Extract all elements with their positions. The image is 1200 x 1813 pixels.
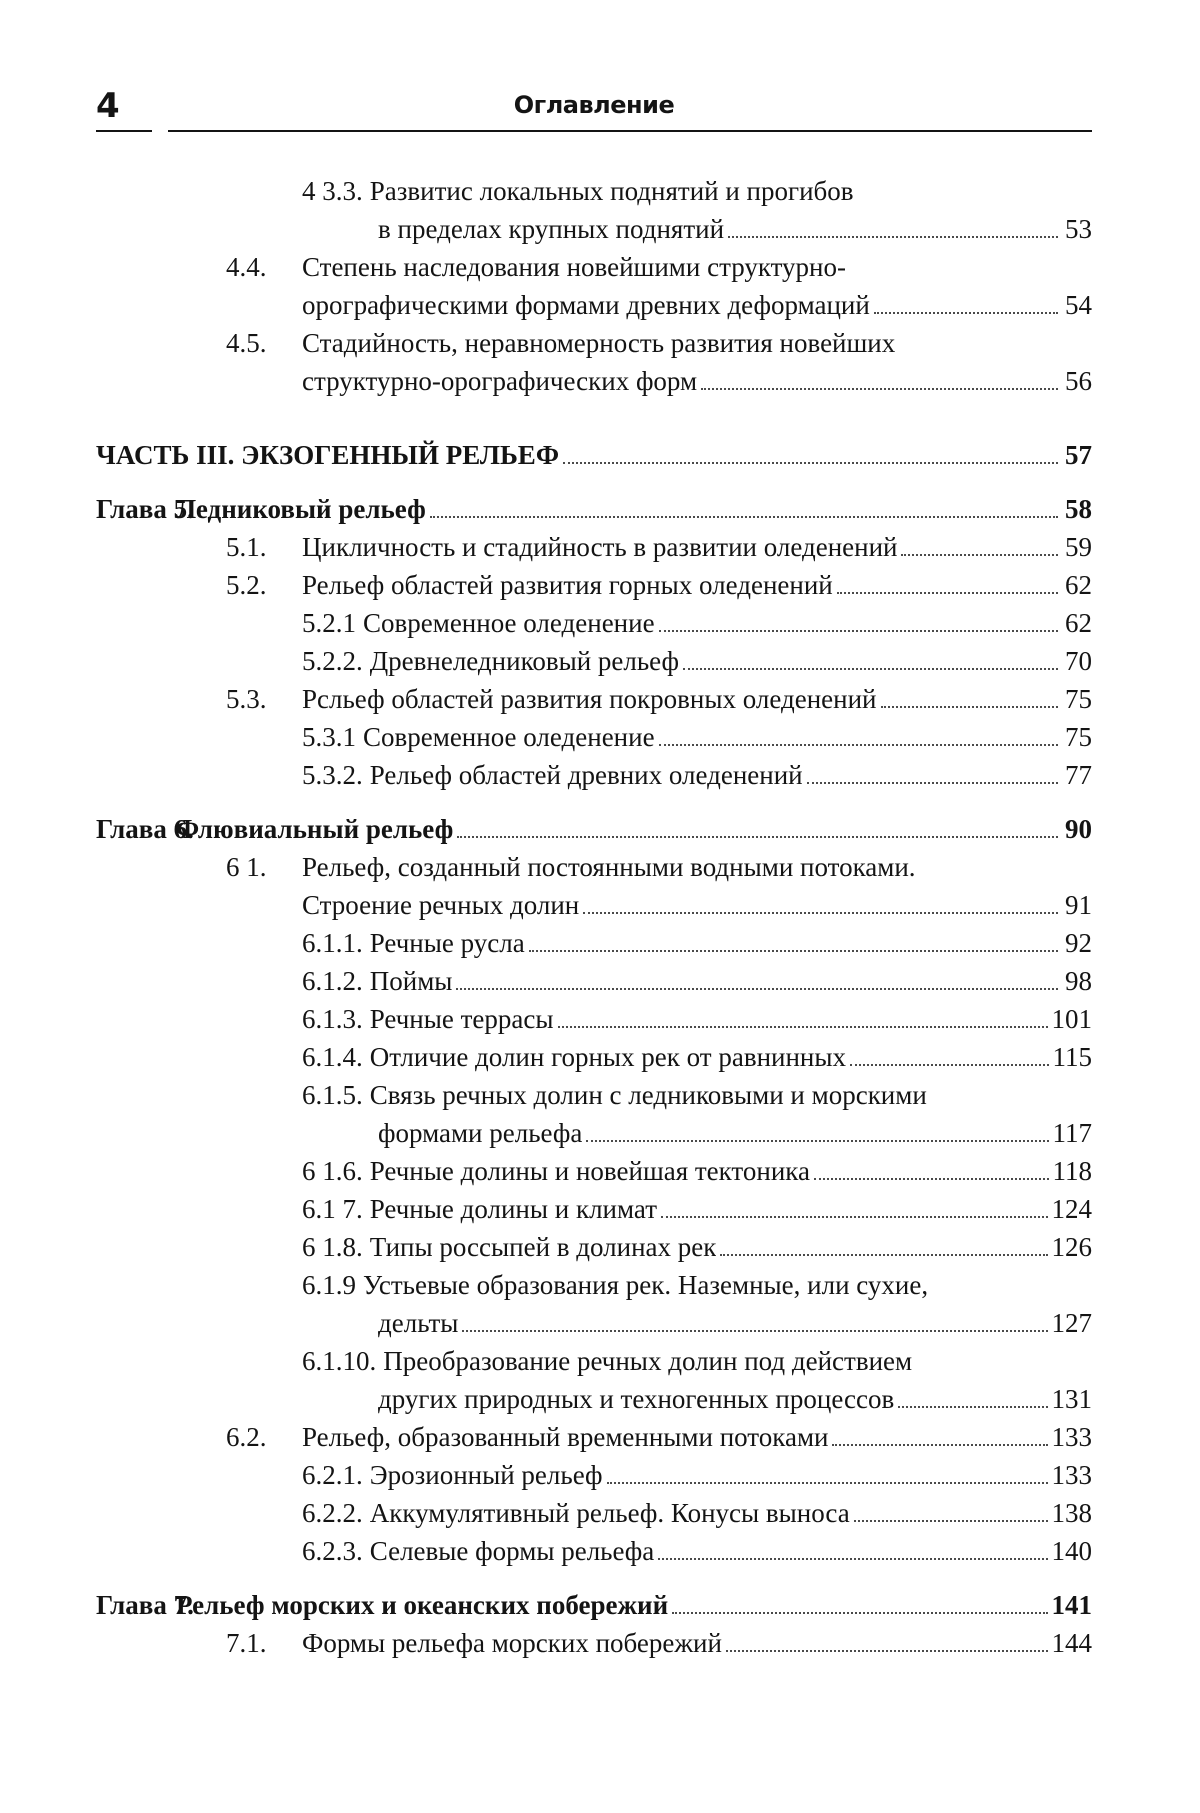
toc-entry (96, 1228, 1092, 1266)
toc-page-number: 56 (1065, 366, 1092, 396)
toc-entry-title: структурно-орографических форм (302, 366, 698, 396)
dot-leader (898, 1406, 1047, 1408)
toc-entry (96, 1000, 1092, 1038)
toc-entry-title: формами рельефа (378, 1118, 583, 1148)
toc-page-number: 57 (1065, 440, 1092, 470)
toc-page-number: 90 (1065, 814, 1092, 844)
toc-entry-number: 6 1.6. (302, 1156, 363, 1186)
toc-entry-title: Современное оледенение (363, 722, 655, 752)
dot-leader (430, 516, 1058, 518)
toc-page-number: 70 (1065, 646, 1092, 676)
toc-page-number: 133 (1051, 1460, 1092, 1490)
toc-entry-number: 6.2. (226, 1422, 267, 1452)
dot-leader (854, 1520, 1048, 1522)
toc-entry-title: Современное оледенение (363, 608, 655, 638)
toc-page-number: 75 (1065, 684, 1092, 714)
toc-entry-title-line: Степень наследования новейшими структурно- (302, 252, 846, 282)
dot-leader (814, 1178, 1049, 1180)
toc-entry (96, 1494, 1092, 1532)
toc-entry-title: Поймы (369, 966, 453, 996)
toc-page-number: 53 (1065, 214, 1092, 244)
toc-page-number: 92 (1065, 928, 1092, 958)
dot-leader (683, 668, 1058, 670)
toc-entry (96, 924, 1092, 962)
toc-entry-title: орографическими формами древних деформаций (302, 290, 870, 320)
toc-entry (96, 680, 1092, 718)
toc-entry (96, 962, 1092, 1000)
toc-entry (96, 1342, 1092, 1418)
toc-entry-number: 4 3.3. (302, 176, 363, 206)
dot-leader (901, 554, 1058, 556)
header-title: Оглавление (513, 91, 675, 119)
dot-leader (807, 782, 1058, 784)
toc-entry (96, 848, 1092, 924)
toc-entry-title: Типы россыпей в долинах рек (369, 1232, 717, 1262)
dot-leader (659, 630, 1058, 632)
toc-entry-number: 4.4. (226, 252, 267, 282)
dot-leader (658, 1558, 1047, 1560)
toc-entry-title: Селевые формы рельефа (369, 1536, 655, 1566)
toc-entry (96, 528, 1092, 566)
header-rule (168, 130, 1092, 132)
toc-entry-title: ЧАСТЬ III. ЭКЗОГЕННЫЙ РЕЛЬЕФ (96, 440, 560, 470)
dot-leader (583, 912, 1058, 914)
dot-leader (456, 988, 1058, 990)
toc-entry-number: 6.1.10. (302, 1346, 377, 1376)
toc-entry-title-line: Связь речных долин с ледниковыми и морскими (369, 1080, 927, 1110)
dot-leader (850, 1064, 1048, 1066)
dot-leader (874, 312, 1058, 314)
toc-entry (96, 604, 1092, 642)
toc-entry-number: 6 1.8. (302, 1232, 363, 1262)
toc-entry-title: Рельеф областей древних оледенений (369, 760, 803, 790)
toc-entry-title: Отличие долин горных рек от равнинных (369, 1042, 847, 1072)
dot-leader (720, 1254, 1047, 1256)
toc-page-number: 115 (1052, 1042, 1092, 1072)
dot-leader (607, 1482, 1048, 1484)
running-header (96, 86, 1092, 132)
toc-entry (96, 1456, 1092, 1494)
toc-entry-title: Древнеледниковый рельеф (369, 646, 679, 676)
toc-entry-number: 6.1 7. (302, 1194, 363, 1224)
toc-entry-number: 5.3. (226, 684, 267, 714)
toc-entry-title: Эрозионный рельеф (369, 1460, 603, 1490)
toc-entry-title-line: Развитис локальных поднятий и прогибов (369, 176, 854, 206)
toc-entry-title: Рельеф областей развития горных оледенений (302, 570, 833, 600)
toc-entry-title-line: Преобразование речных долин под действием (383, 1346, 913, 1376)
toc-entry-number: 6.2.1. (302, 1460, 363, 1490)
toc-page-number: 75 (1065, 722, 1092, 752)
toc-page-number: 54 (1065, 290, 1092, 320)
toc-entry-number: 5.2.2. (302, 646, 363, 676)
dot-leader (881, 706, 1058, 708)
toc-page-number: 144 (1051, 1628, 1092, 1658)
toc-page-number: 140 (1051, 1536, 1092, 1566)
toc-page-number: 127 (1051, 1308, 1092, 1338)
toc-page-number: 101 (1051, 1004, 1092, 1034)
toc-entry-title: Речные долины и климат (369, 1194, 657, 1224)
toc-chapter-entry (96, 1586, 1092, 1624)
toc-entry-title: других природных и техногенных процессов (378, 1384, 895, 1414)
toc-entry-number: 5.3.2. (302, 760, 363, 790)
toc-page-number: 62 (1065, 608, 1092, 638)
toc-page-number: 133 (1051, 1422, 1092, 1452)
toc-entry (96, 1076, 1092, 1152)
toc-page-number: 58 (1065, 494, 1092, 524)
table-of-contents (96, 172, 1092, 1662)
toc-entry (96, 172, 1092, 248)
toc-entry-number: 6.2.3. (302, 1536, 363, 1566)
toc-page-number: 91 (1065, 890, 1092, 920)
toc-entry-number: 5.2.1 (302, 608, 356, 638)
toc-entry-number: Глава 7. (96, 1590, 194, 1620)
toc-entry-number: 6.1.9 (302, 1270, 356, 1300)
toc-entry (96, 1418, 1092, 1456)
toc-entry-number: 6.1.2. (302, 966, 363, 996)
toc-page-number: 59 (1065, 532, 1092, 562)
toc-entry-number: Глава 5. (96, 494, 194, 524)
toc-entry-number: 4.5. (226, 328, 267, 358)
toc-entry-title: Ледниковый рельеф (176, 494, 426, 524)
toc-entry-title: Рсльеф областей развития покровных оледенений (302, 684, 877, 714)
dot-leader (462, 1330, 1047, 1332)
toc-page-number: 117 (1052, 1118, 1092, 1148)
toc-entry-title: Речные русла (369, 928, 525, 958)
toc-page-number: 141 (1051, 1590, 1092, 1620)
toc-entry-title: Рельеф морских и океанских побережий (176, 1590, 669, 1620)
toc-entry-title-line: Стадийность, неравномерность развития новейших (302, 328, 896, 358)
page-number: 4 (96, 86, 120, 126)
toc-entry-title: Речные долины и новейшая тектоника (369, 1156, 810, 1186)
toc-entry-title-line: Рельеф, созданный постоянными водными потоками. (302, 852, 916, 882)
toc-entry-number: Глава 6. (96, 814, 194, 844)
toc-entry (96, 1190, 1092, 1228)
toc-entry-number: 6.1.1. (302, 928, 363, 958)
toc-entry-title: Аккумулятивный рельеф. Конусы выноса (369, 1498, 850, 1528)
toc-entry-title: дельты (378, 1308, 459, 1338)
dot-leader (726, 1650, 1048, 1652)
toc-entry (96, 642, 1092, 680)
toc-page-number: 126 (1051, 1232, 1092, 1262)
dot-leader (659, 744, 1058, 746)
toc-page-number: 138 (1051, 1498, 1092, 1528)
toc-chapter-entry (96, 810, 1092, 848)
toc-entry (96, 324, 1092, 400)
toc-entry (96, 1624, 1092, 1662)
toc-entry (96, 1266, 1092, 1342)
header-rule-short (96, 130, 152, 132)
toc-entry (96, 566, 1092, 604)
toc-entry-number: 6.1.5. (302, 1080, 363, 1110)
toc-page-number: 118 (1052, 1156, 1092, 1186)
toc-entry-number: 5.2. (226, 570, 267, 600)
dot-leader (586, 1140, 1048, 1142)
toc-part-entry (96, 436, 1092, 474)
toc-entry-title: Формы рельефа морских побережий (302, 1628, 722, 1658)
dot-leader (457, 836, 1058, 838)
dot-leader (701, 388, 1058, 390)
toc-entry-title: Флювиальный рельеф (176, 814, 454, 844)
toc-page-number: 62 (1065, 570, 1092, 600)
dot-leader (558, 1026, 1048, 1028)
toc-page-number: 124 (1051, 1194, 1092, 1224)
toc-entry-title: в пределах крупных поднятий (378, 214, 725, 244)
toc-entry (96, 248, 1092, 324)
dot-leader (672, 1612, 1047, 1614)
toc-page-number: 77 (1065, 760, 1092, 790)
toc-entry-title: Строение речных долин (302, 890, 580, 920)
toc-entry (96, 1152, 1092, 1190)
toc-entry-title: Цикличность и стадийность в развитии оледенений (302, 532, 898, 562)
toc-entry-title-line: Устьевые образования рек. Наземные, или сухие, (363, 1270, 929, 1300)
toc-entry-title: Речные террасы (369, 1004, 554, 1034)
toc-page-number: 131 (1051, 1384, 1092, 1414)
toc-entry-number: 6 1. (226, 852, 267, 882)
toc-entry-title: Рельеф, образованный временными потоками (302, 1422, 829, 1452)
toc-entry (96, 1038, 1092, 1076)
toc-entry (96, 756, 1092, 794)
dot-leader (832, 1444, 1047, 1446)
dot-leader (837, 592, 1058, 594)
dot-leader (529, 950, 1058, 952)
toc-entry (96, 718, 1092, 756)
toc-entry-number: 5.1. (226, 532, 267, 562)
toc-entry-number: 7.1. (226, 1628, 267, 1658)
toc-page-number: 98 (1065, 966, 1092, 996)
toc-chapter-entry (96, 490, 1092, 528)
dot-leader (563, 462, 1058, 464)
toc-entry-number: 6.1.4. (302, 1042, 363, 1072)
dot-leader (728, 236, 1058, 238)
dot-leader (661, 1216, 1048, 1218)
toc-entry-number: 6.1.3. (302, 1004, 363, 1034)
toc-entry-number: 5.3.1 (302, 722, 356, 752)
toc-entry (96, 1532, 1092, 1570)
toc-entry-number: 6.2.2. (302, 1498, 363, 1528)
